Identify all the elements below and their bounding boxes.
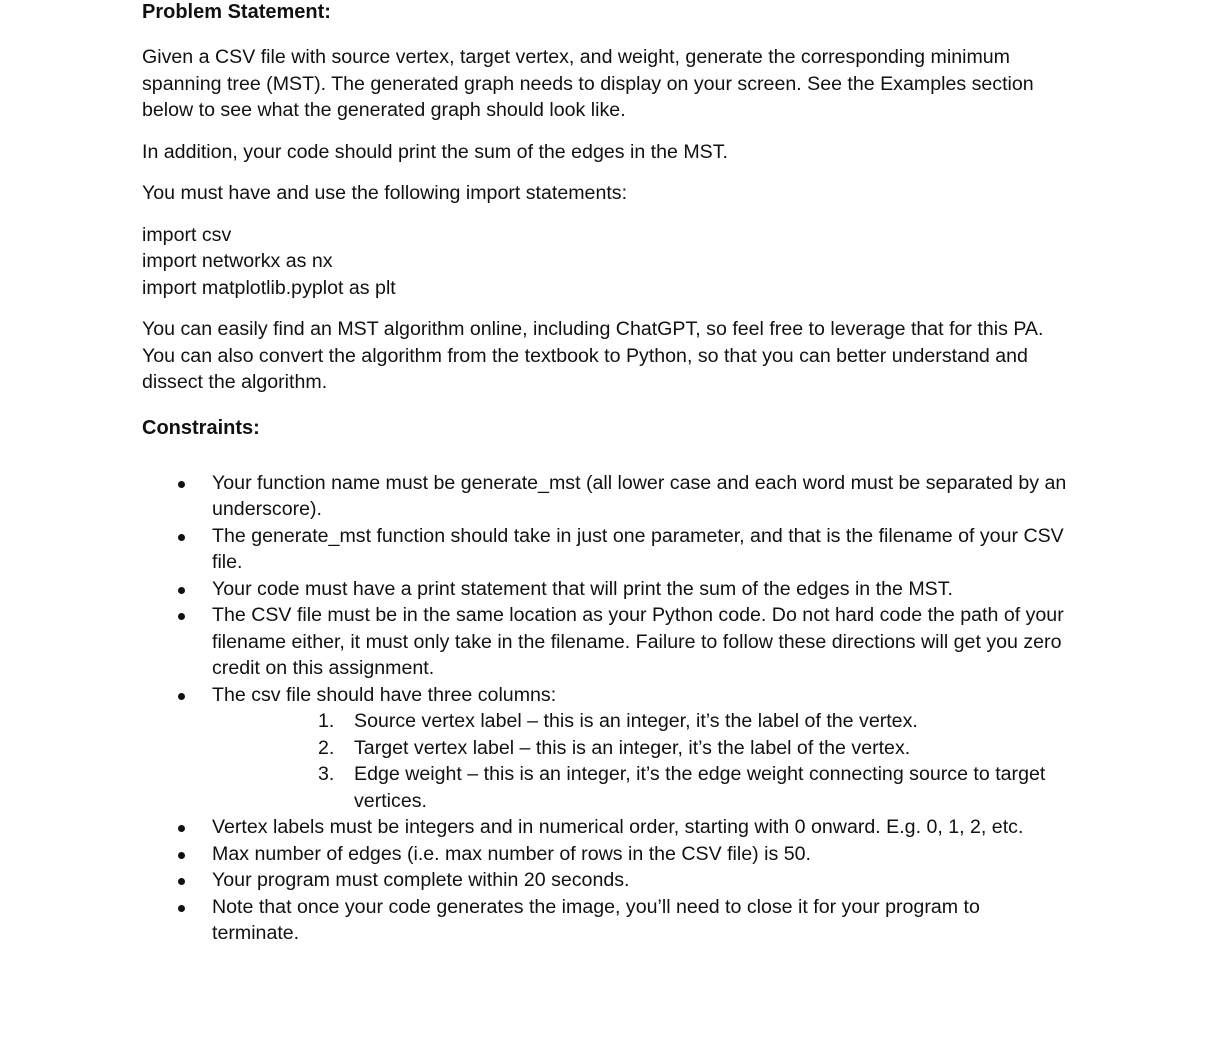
constraint-text: Your program must complete within 20 seconds. <box>212 869 630 891</box>
intro-paragraph: Given a CSV file with source vertex, target vertex, and weight, generate the corresponding minimum spanning tree (MST). The generated graph needs to display on your screen. See the Examples section below to see what the generated graph should look like. <box>142 46 1034 121</box>
bullet-icon <box>178 587 185 594</box>
constraint-item <box>142 814 1072 841</box>
constraint-text: Your code must have a print statement that will print the sum of the edges in the MST. <box>212 577 953 600</box>
constraint-text: Your function name must be generate_mst (all lower case and each word must be separated by an underscore). <box>212 471 1067 520</box>
constraint-item <box>142 682 1072 815</box>
constraint-item <box>142 576 1072 603</box>
constraint-item <box>142 470 1072 523</box>
constraints-heading: Constraints: <box>142 416 260 439</box>
constraint-text: Note that once your code generates the image, you’ll need to close it for your program to terminate. <box>212 895 980 944</box>
import-line: import networkx as nx <box>142 250 333 272</box>
column-text: Target vertex label – this is an integer, it’s the label of the vertex. <box>354 736 911 759</box>
bullet-icon <box>178 852 185 859</box>
constraint-item <box>142 523 1072 576</box>
constraint-text: The csv file should have three columns: <box>212 683 557 706</box>
constraint-text: The generate_mst function should take in just one parameter, and that is the filename of your CSV file. <box>212 524 1064 573</box>
constraint-item <box>142 867 1072 894</box>
constraint-text: Vertex labels must be integers and in numerical order, starting with 0 onward. E.g. 0, 1, 2, etc. <box>212 816 1024 838</box>
column-item <box>212 735 1072 762</box>
bullet-icon <box>178 878 185 885</box>
online-paragraph: You can easily find an MST algorithm online, including ChatGPT, so feel free to leverage that for this PA. You can also convert the algorithm from the textbook to Python, so that you can better understand and dissect the algorithm. <box>142 318 1044 393</box>
import-line: import csv <box>142 223 232 246</box>
constraints-list <box>142 470 1072 947</box>
bullet-icon <box>178 613 185 620</box>
import-line: import matplotlib.pyplot as plt <box>142 276 396 299</box>
column-item <box>212 761 1072 814</box>
constraint-item <box>142 894 1072 947</box>
column-text: Source vertex label – this is an integer, it’s the label of the vertex. <box>354 710 918 732</box>
document-page <box>142 0 1072 947</box>
column-number: 1. <box>318 710 335 732</box>
constraint-item <box>142 841 1072 868</box>
bullet-icon <box>178 481 185 488</box>
bullet-icon <box>178 693 185 700</box>
constraint-item <box>142 602 1072 682</box>
problem-statement-heading: Problem Statement: <box>142 1 331 23</box>
bullet-icon <box>178 534 185 541</box>
constraint-text: Max number of edges (i.e. max number of rows in the CSV file) is 50. <box>212 842 811 865</box>
csv-columns-list <box>212 708 1072 814</box>
import-statements <box>142 222 1072 302</box>
column-text: Edge weight – this is an integer, it’s the edge weight connecting source to target vertices. <box>354 763 1046 812</box>
sum-paragraph: In addition, your code should print the sum of the edges in the MST. <box>142 140 728 163</box>
column-item <box>212 708 1072 735</box>
imports-intro-paragraph: You must have and use the following import statements: <box>142 182 628 204</box>
column-number: 2. <box>318 736 335 759</box>
constraint-text: The CSV file must be in the same location as your Python code. Do not hard code the path of your filename either, it must only take in the filename. Failure to follow these directions will get you zero credit on this assignment. <box>212 604 1064 679</box>
bullet-icon <box>178 825 185 832</box>
column-number: 3. <box>318 763 335 785</box>
bullet-icon <box>178 905 185 912</box>
